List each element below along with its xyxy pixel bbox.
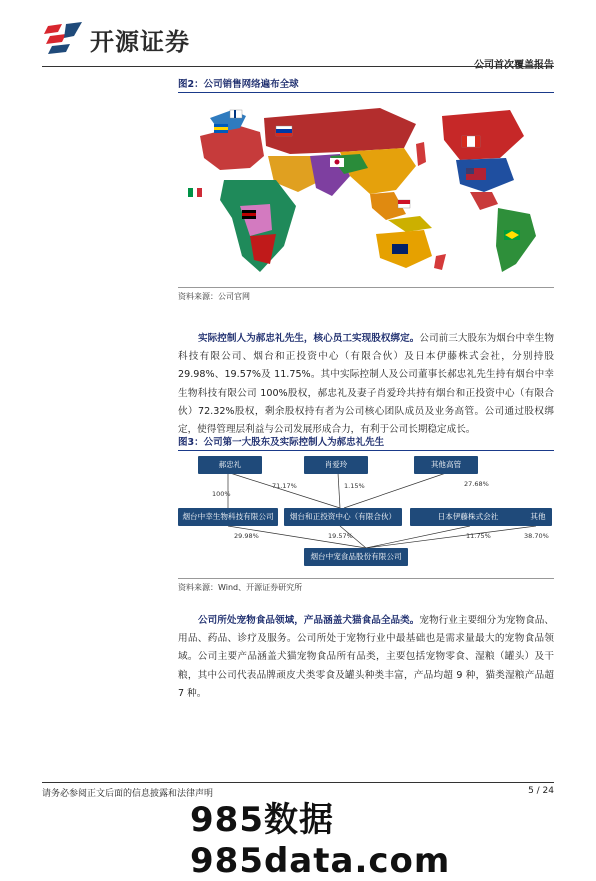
product-paragraph (178, 612, 554, 703)
brand-name: 开源证券 (90, 28, 190, 56)
footer-divider (42, 782, 554, 783)
pct-zhongxing-company: 29.98% (234, 532, 259, 540)
ownership-chart (178, 452, 554, 576)
pct-xiao-hezheng: 1.15% (344, 482, 365, 490)
figure2-bottom-rule (178, 287, 554, 288)
shareholder-node-executives: 其他高管 (414, 456, 478, 474)
watermark: 985数据 985data.com (190, 800, 451, 881)
shareholder-node-hezheng: 烟台和正投资中心（有限合伙） (284, 508, 402, 526)
shareholder-node-xiao: 肖爱玲 (304, 456, 368, 474)
pct-hezheng-company: 19.57% (328, 532, 353, 540)
figure2-source: 资料来源：公司官网 (178, 292, 250, 301)
shareholder-node-zhongxing: 烟台中幸生物科技有限公司 (178, 508, 278, 526)
figure3-rule (178, 450, 554, 451)
pct-other-company: 38.70% (524, 532, 549, 540)
product-paragraph-body: 宠物行业主要细分为宠物食品、用品、药品、诊疗及服务。公司所处于宠物行业中最基础也是需求量最大的宠物食品领域。公司主要产品涵盖犬猫宠物食品所有品类，主要包括宠物零食、湿粮（罐头）及干粮，其中公司代表品牌顽皮犬类零食及罐头种类丰富，产品均超 9 种，猫类湿粮产品超 7 种。 (178, 615, 555, 699)
product-paragraph-lead: 公司所处宠物食品领域，产品涵盖犬猫食品全品类。 (198, 615, 420, 626)
page-number: 5 / 24 (528, 786, 554, 796)
shareholder-node-ito: 日本伊藤株式会社 (410, 508, 526, 526)
footer-disclaimer: 请务必参阅正文后面的信息披露和法律声明 (42, 789, 214, 799)
ownership-paragraph-body: 公司前三大股东为烟台中幸生物科技有限公司、烟台和正投资中心（有限合伙）及日本伊藤株式会社，分别持股 29.98%、19.57%及 11.75%。其中实际控制人及公司董事长郝忠礼先生持有烟台中幸生物科技有限公司 100%股权，郝忠礼及妻子肖爱玲共持有烟台和正投资中心（有限合伙）72.32%股权，剩余股权持有者为公司核心团队成员及业务高管。公司通过股权绑定，使得管理层利益与公司发展形成合力，有利于公司长期稳定成长。 (178, 333, 555, 436)
pct-ito-company: 11.75% (466, 532, 491, 540)
figure2-title: 图2：公司销售网络遍布全球 (178, 79, 299, 90)
company-node: 烟台中宠食品股份有限公司 (304, 548, 408, 566)
ownership-paragraph (178, 330, 554, 439)
header-divider (42, 66, 554, 67)
world-sales-map (180, 96, 552, 286)
brand-logo-icon (44, 22, 84, 54)
shareholder-node-other: 其他 (524, 508, 552, 526)
ownership-paragraph-lead: 实际控制人为郝忠礼先生，核心员工实现股权绑定。 (198, 333, 420, 344)
report-type: 公司首次覆盖报告 (474, 60, 554, 71)
figure3-bottom-rule (178, 578, 554, 579)
pct-hao-hezheng: 71.17% (272, 482, 297, 490)
figure3-source: 资料来源：Wind、开源证券研究所 (178, 583, 303, 592)
shareholder-node-hao: 郝忠礼 (198, 456, 262, 474)
figure2-rule (178, 92, 554, 93)
pct-executives-hezheng: 27.68% (464, 480, 489, 488)
pct-hao-zhongxing: 100% (212, 490, 231, 498)
figure3-title: 图3：公司第一大股东及实际控制人为郝忠礼先生 (178, 437, 385, 448)
